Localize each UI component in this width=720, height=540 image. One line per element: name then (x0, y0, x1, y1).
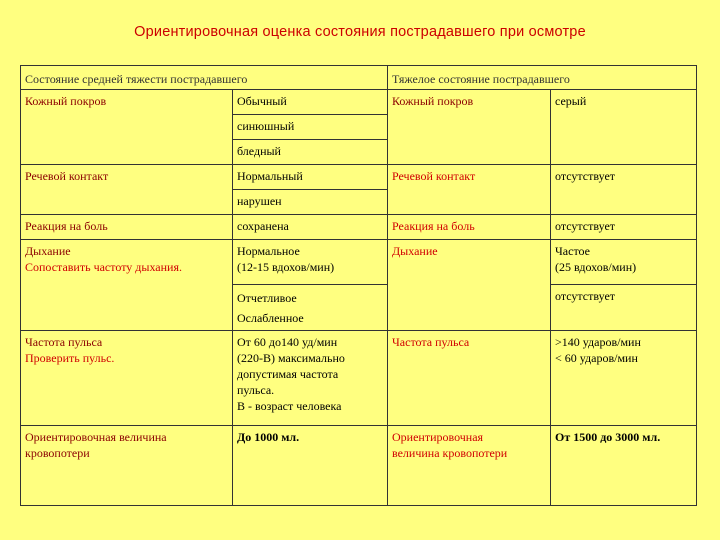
pulse-note: Проверить пульс. (25, 351, 115, 365)
pulse-severe-line-2: < 60 ударов/мин (555, 351, 638, 365)
pulse-value (233, 331, 388, 426)
pulse-label: Частота пульса (25, 335, 103, 349)
pulse-value-line-1: От 60 до140 уд/мин (237, 335, 338, 349)
pulse-severe-value (551, 331, 697, 426)
pulse-severe-line-1: >140 ударов/мин (555, 335, 641, 349)
blood-loss-label-line-1: Ориентировочная величина (25, 430, 167, 444)
header-severe: Тяжелое состояние пострадавшего (388, 65, 697, 90)
skin-severe-value: серый (551, 90, 697, 165)
speech-severe-value: отсутствует (551, 165, 697, 215)
pulse-value-line-2: (220-В) максимально (237, 351, 345, 365)
breathing-value-1-line-1: Нормальное (237, 244, 300, 258)
skin-value-3: бледный (233, 140, 388, 165)
blood-loss-value: До 1000 мл. (233, 426, 388, 506)
breathing-severe-value-1 (551, 240, 697, 285)
speech-value-2: нарушен (233, 190, 388, 215)
skin-value-1: Обычный (233, 90, 388, 115)
speech-value-1: Нормальный (233, 165, 388, 190)
pain-severe-label: Реакция на боль (388, 215, 551, 240)
breathing-value-1 (233, 240, 388, 285)
breathing-severe-value-1-line-2: (25 вдохов/мин) (555, 260, 637, 274)
pain-severe-value: отсутствует (551, 215, 697, 240)
pulse-value-line-5: В - возраст человека (237, 399, 342, 413)
pulse-severe-label: Частота пульса (388, 331, 551, 426)
breathing-label: Дыхание (25, 244, 71, 258)
skin-value-2: синюшный (233, 115, 388, 140)
pain-value: сохранена (233, 215, 388, 240)
breathing-severe-value-2: отсутствует (551, 285, 697, 331)
pain-label: Реакция на боль (20, 215, 233, 240)
breathing-severe-value-1-line-1: Частое (555, 244, 591, 258)
pulse-label-cell (20, 331, 233, 426)
breathing-value-1-line-2: (12-15 вдохов/мин) (237, 260, 335, 274)
assessment-table (20, 65, 697, 524)
speech-label: Речевой контакт (20, 165, 233, 215)
slide-title: Ориентировочная оценка состояния пострадавшего при осмотре (134, 24, 586, 40)
blood-loss-severe-value: От 1500 до 3000 мл. (551, 426, 697, 506)
breathing-note: Сопоставить частоту дыхания. (25, 260, 182, 274)
header-moderate: Состояние средней тяжести пострадавшего (20, 65, 388, 90)
blood-loss-severe-label-line-2: величина кровопотери (392, 446, 508, 460)
blood-loss-severe-label (388, 426, 551, 506)
breathing-value-2-cell (233, 285, 388, 331)
breathing-label-cell (20, 240, 233, 331)
blood-loss-severe-label-line-1: Ориентировочная (392, 430, 484, 444)
blood-loss-label-line-2: кровопотери (25, 446, 90, 460)
breathing-value-3: Ослабленное (237, 311, 304, 325)
breathing-severe-label: Дыхание (388, 240, 551, 331)
pulse-value-line-4: пульса. (237, 383, 275, 397)
skin-severe-label: Кожный покров (388, 90, 551, 165)
speech-severe-label: Речевой контакт (388, 165, 551, 215)
skin-label: Кожный покров (20, 90, 233, 165)
blood-loss-label (20, 426, 233, 506)
pulse-value-line-3: допустимая частота (237, 367, 339, 381)
breathing-value-2: Отчетливое (237, 291, 297, 305)
